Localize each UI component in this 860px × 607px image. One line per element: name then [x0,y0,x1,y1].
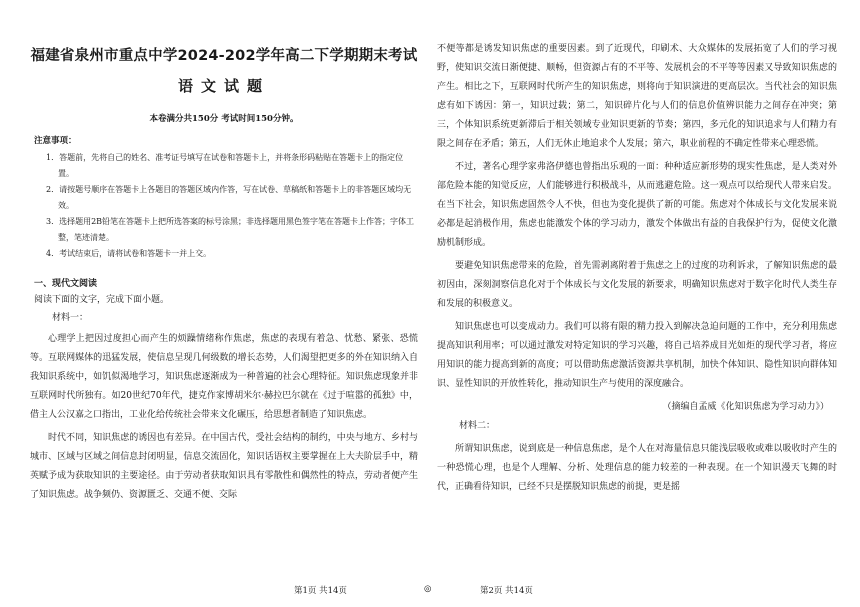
left-page [30,0,418,580]
right-page [437,0,837,580]
note-item: 2．请按题号顺序在答题卡上各题目的答题区域内作答，写在试卷、草稿纸和答题卡上的非答题区域均无效。 [46,185,412,210]
right-page-number: 第2页 共14页 [480,586,533,596]
body-paragraph: 不过，著名心理学家弗洛伊德也曾指出乐观的一面：种种适应新形势的现实性焦虑，是人类对外部危险本能的知觉反应，人们能够进行积极战斗，从而逃避危险。这一观点可以给现代人带来启发。在当下社会，知识焦虑固然令人不快，但也为变化提供了新的可能。焦虑对个体成长与文化发展来说必都是起消极作用，焦虑也能激发个体的学习动力，激发个体做出有益的自我保护行为，促使文化激励机制形成。 [437,162,837,248]
notes-list [30,150,418,262]
score-time-line: 本卷满分共150分 考试时间150分钟。 [149,114,299,124]
note-item: 4．考试结束后，请将试卷和答题卡一并上交。 [46,249,212,258]
body-paragraph: 要避免知识焦虑带来的危险，首先需剥离附着于焦虑之上的过度的功利诉求，了解知识焦虑的最初因由，深刻洞察信息化对于个体成长与文化发展的新要求，明确知识焦虑对于数字化时代人类生存和发展的积极意义。 [437,261,837,309]
source-citation: （摘编自孟威《化知识焦虑为学习动力》） [662,402,829,412]
material-two-label: 材料二： [459,421,496,431]
left-page-number: 第1页 共14页 [294,586,347,596]
note-item: 3．选择题用2B铅笔在答题卡上把所选答案的标号涂黑；非选择题用黑色签字笔在答题卡上作答；字体工整，笔迹清楚。 [46,217,415,242]
footer-mark: ◎ [424,584,432,594]
exam-title: 福建省泉州市重点中学2024-202学年高二下学期期末考试 [30,48,418,64]
page-footer [0,584,860,600]
note-item: 1．答题前，先将自己的姓名、准考证号填写在试卷和答题卡上，并将条形码粘贴在答题卡上的指定位置。 [46,153,404,178]
body-paragraph: 心理学上把因过度担心而产生的烦躁情绪称作焦虑，焦虑的表现有着急、忧愁、紧张、恐慌等。互联网媒体的迅猛发展，使信息呈现几何级数的增长态势，人们渴望把更多的外在知识纳入自我知识系统中，如饥似渴地学习，知识焦虑逐渐成为一种普遍的社会心理特征。知识焦虑现象并非互联网时代所独有。如20世纪70年代，捷克作家博胡米尔·赫拉巴尔就在《过于喧嚣的孤独》中，借主人公汉嘉之口指出，工业化给传统社会带来文化碾压，给思想者制造了知识焦虑。 [30,334,418,420]
exam-subtitle: 语文试题 [177,77,270,95]
reading-instruction: 阅读下面的文字，完成下面小题。 [34,295,170,305]
body-paragraph: 不便等都是诱发知识焦虑的重要因素。到了近现代，印刷术、大众媒体的发展拓宽了人们的学习视野，使知识交流日渐便捷、顺畅，但资源占有的不平等、发展机会的不平等等因素又导致知识焦虑的产生。相比之下，互联网时代所产生的知识焦虑，则将向于知识演进的更高层次。当代社会的知识焦虑有如下诱因：第一，知识过载；第二，知识碎片化与人们的信息价值辨识能力之间存在冲突；第三，个体知识系统更新滞后于相关领域专业知识更新的节奏；第四，多元化的知识追求与人们精力有限之间存在矛盾；第五，人们无休止地追求个人发展；第六，职业前程的不确定性带来心理恐慌。 [437,44,837,149]
body-paragraph: 时代不同，知识焦虑的诱因也有差异。在中国古代，受社会结构的制约，中央与地方、乡村与城市、区域与区域之间信息封闭明显，信息交流固化，知识话语权主要掌握在上大夫阶层手中，精英赋予成为获取知识的主要途径。由于劳动者获取知识具有零散性和偶然性的特点，劳动者便产生了知识焦虑。战争频仍、资源匮乏、交通不便、交际 [30,433,418,500]
body-paragraph: 知识焦虑也可以变成动力。我们可以将有限的精力投入到解决急迫问题的工作中，充分利用焦虑提高知识利用率；可以通过激发对特定知识的学习兴趣，将自己培养成目光如炬的现代学习者，将应用知识的能力提高到新的高度；可以借助焦虑激活资源共享机制，加快个体知识、隐性知识向群体知识、显性知识的开放性转化，推动知识生产与使用的深度融合。 [437,322,837,389]
section-heading: 一、现代文阅读 [34,279,98,289]
notes-heading: 注意事项： [34,136,77,146]
body-paragraph: 所谓知识焦虑，说到底是一种信息焦虑，是个人在对海量信息只能浅层吸收或难以吸收时产生的一种恐慌心理，也是个人理解、分析、处理信息的能力较差的一种表现。在一个知识漫天飞舞的时代，正确看待知识，已经不只是摆脱知识焦虑的前提，更是摇 [437,444,837,492]
material-one-label: 材料一： [52,313,89,323]
